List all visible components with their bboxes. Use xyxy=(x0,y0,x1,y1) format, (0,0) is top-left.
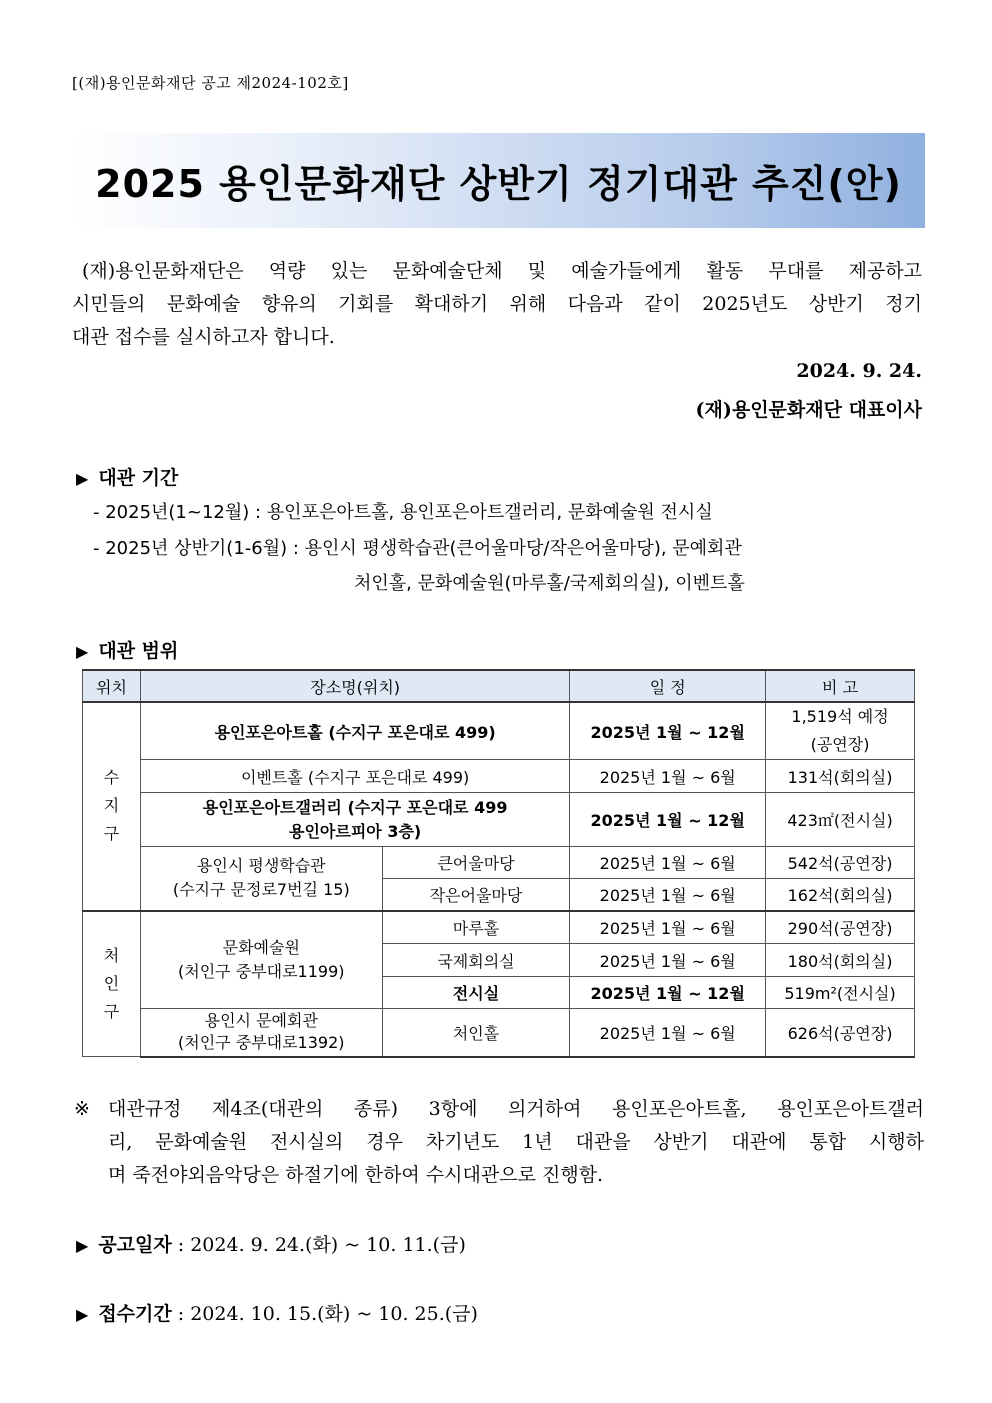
venue-remarks: 162석(회의실) xyxy=(766,879,915,911)
venue-name xyxy=(140,847,382,911)
region-cheoin xyxy=(83,911,141,1057)
header-location: 위치 xyxy=(83,670,141,702)
venue-schedule: 2025년 1월 ~ 6월 xyxy=(570,760,766,793)
venue-remarks: 131석(회의실) xyxy=(766,760,915,793)
rental-note-text xyxy=(108,1093,924,1192)
announcement-period xyxy=(76,1230,466,1257)
region-char: 수 xyxy=(103,768,120,788)
title-banner xyxy=(72,133,925,228)
venue-schedule: 2025년 1월 ~ 6월 xyxy=(570,944,766,977)
header-schedule: 일 정 xyxy=(570,670,766,702)
period-heading-text: 대관 기간 xyxy=(98,467,179,489)
table-row xyxy=(83,793,915,847)
note-line: 대관규정 제4조(대관의 종류) 3항에 의거하여 용인포은아트홀, 용인포은아트갤러 xyxy=(108,1098,924,1120)
reference-mark-icon: ※ xyxy=(74,1098,90,1120)
note-line: 며 죽전야외음악당은 하절기에 한하여 수시대관으로 진행함. xyxy=(108,1164,604,1186)
reception-period xyxy=(76,1299,478,1326)
issuer: (재)용인문화재단 대표이사 xyxy=(695,399,922,421)
venue-schedule: 2025년 1월 ~ 6월 xyxy=(570,847,766,879)
venue-table xyxy=(82,669,915,1058)
intro-line: (재)용인문화재단은 역량 있는 문화예술단체 및 예술가들에게 활동 무대를 제공하고 xyxy=(82,260,922,282)
venue-name-line: 용인아르피아 3층) xyxy=(289,821,422,841)
period-line-first-half: - 2025년 상반기(1-6월) : 용인시 평생학습관(큰어울마당/작은어울마당), 문예회관 xyxy=(93,538,742,559)
reception-value: : 2024. 10. 15.(화) ~ 10. 25.(금) xyxy=(171,1303,478,1325)
header-remarks: 비 고 xyxy=(766,670,915,702)
period-line-first-half-cont: 처인홀, 문화예술원(마루홀/국제회의실), 이벤트홀 xyxy=(354,573,745,594)
venue-schedule: 2025년 1월 ~ 6월 xyxy=(570,911,766,944)
venue-subspace: 작은어울마당 xyxy=(382,879,570,911)
notice-number: [(재)용인문화재단 공고 제2024-102호] xyxy=(72,74,349,92)
venue-subspace: 전시실 xyxy=(382,977,570,1009)
region-char: 지 xyxy=(103,796,120,816)
venue-name-line: (처인구 중부대로1392) xyxy=(178,1033,345,1053)
venue-name-line: 용인포은아트갤러리 (수지구 포은대로 499 xyxy=(202,797,508,817)
venue-remarks: 180석(회의실) xyxy=(766,944,915,977)
table-row xyxy=(83,847,915,879)
venue-schedule: 2025년 1월 ~ 12월 xyxy=(570,702,766,760)
region-char: 처 xyxy=(103,945,120,965)
venue-name xyxy=(140,1009,382,1057)
table-row xyxy=(83,760,915,793)
note-line: 리, 문화예술원 전시실의 경우 차기년도 1년 대관을 상반기 대관에 통합 시행하 xyxy=(108,1131,924,1153)
intro-paragraph xyxy=(72,255,922,354)
scope-heading xyxy=(76,636,178,663)
period-heading xyxy=(76,463,178,490)
venue-subspace: 마루홀 xyxy=(382,911,570,944)
venue-schedule: 2025년 1월 ~ 12월 xyxy=(570,793,766,847)
venue-subspace: 국제회의실 xyxy=(382,944,570,977)
table-row xyxy=(83,911,915,944)
venue-schedule: 2025년 1월 ~ 6월 xyxy=(570,1009,766,1057)
table-row xyxy=(83,1009,915,1057)
venue-name xyxy=(140,793,569,847)
remarks-line: 1,519석 예정 xyxy=(791,707,889,726)
remarks-line: (공연장) xyxy=(810,735,870,754)
venue-schedule: 2025년 1월 ~ 12월 xyxy=(570,977,766,1009)
region-char: 인 xyxy=(103,973,120,993)
intro-line: 시민들의 문화예술 향유의 기회를 확대하기 위해 다음과 같이 2025년도 상반기 정기 xyxy=(72,293,922,315)
triangle-bullet-icon: ▶ xyxy=(76,1305,89,1324)
triangle-bullet-icon: ▶ xyxy=(76,1236,89,1255)
page-title: 2025 용인문화재단 상반기 정기대관 추진(안) xyxy=(95,162,902,206)
venue-remarks: 542석(공연장) xyxy=(766,847,915,879)
announcement-date: 2024. 9. 24. xyxy=(796,360,922,382)
region-char: 구 xyxy=(103,1001,120,1021)
table-row xyxy=(83,702,915,760)
venue-remarks: 626석(공연장) xyxy=(766,1009,915,1057)
header-venue: 장소명(위치) xyxy=(140,670,569,702)
triangle-bullet-icon: ▶ xyxy=(76,642,89,661)
venue-subspace: 처인홀 xyxy=(382,1009,570,1057)
table-header-row xyxy=(83,670,915,702)
reception-label: 접수기간 xyxy=(98,1303,172,1325)
venue-name xyxy=(140,911,382,1009)
venue-remarks: 519m²(전시실) xyxy=(766,977,915,1009)
region-char: 구 xyxy=(103,824,120,844)
venue-remarks xyxy=(766,702,915,760)
announcement-value: : 2024. 9. 24.(화) ~ 10. 11.(금) xyxy=(171,1234,466,1256)
rental-note xyxy=(74,1093,924,1192)
venue-schedule: 2025년 1월 ~ 6월 xyxy=(570,879,766,911)
venue-name-line: (수지구 문정로7번길 15) xyxy=(172,880,350,900)
region-suji xyxy=(83,702,141,911)
venue-name: 이벤트홀 (수지구 포은대로 499) xyxy=(140,760,569,793)
venue-name-line: 문화예술원 xyxy=(222,937,300,957)
venue-name-line: (처인구 중부대로1199) xyxy=(178,961,345,981)
venue-subspace: 큰어울마당 xyxy=(382,847,570,879)
venue-name-line: 용인시 문예회관 xyxy=(204,1011,318,1031)
triangle-bullet-icon: ▶ xyxy=(76,469,89,488)
venue-name-line: 용인시 평생학습관 xyxy=(196,856,326,876)
venue-name: 용인포은아트홀 (수지구 포은대로 499) xyxy=(140,702,569,760)
venue-remarks: 423㎡(전시실) xyxy=(766,793,915,847)
venue-remarks: 290석(공연장) xyxy=(766,911,915,944)
announcement-label: 공고일자 xyxy=(98,1234,172,1256)
period-line-full-year: - 2025년(1~12월) : 용인포은아트홀, 용인포은아트갤러리, 문화예술원 전시실 xyxy=(93,502,713,523)
scope-heading-text: 대관 범위 xyxy=(98,640,179,662)
intro-line: 대관 접수를 실시하고자 합니다. xyxy=(72,326,335,348)
